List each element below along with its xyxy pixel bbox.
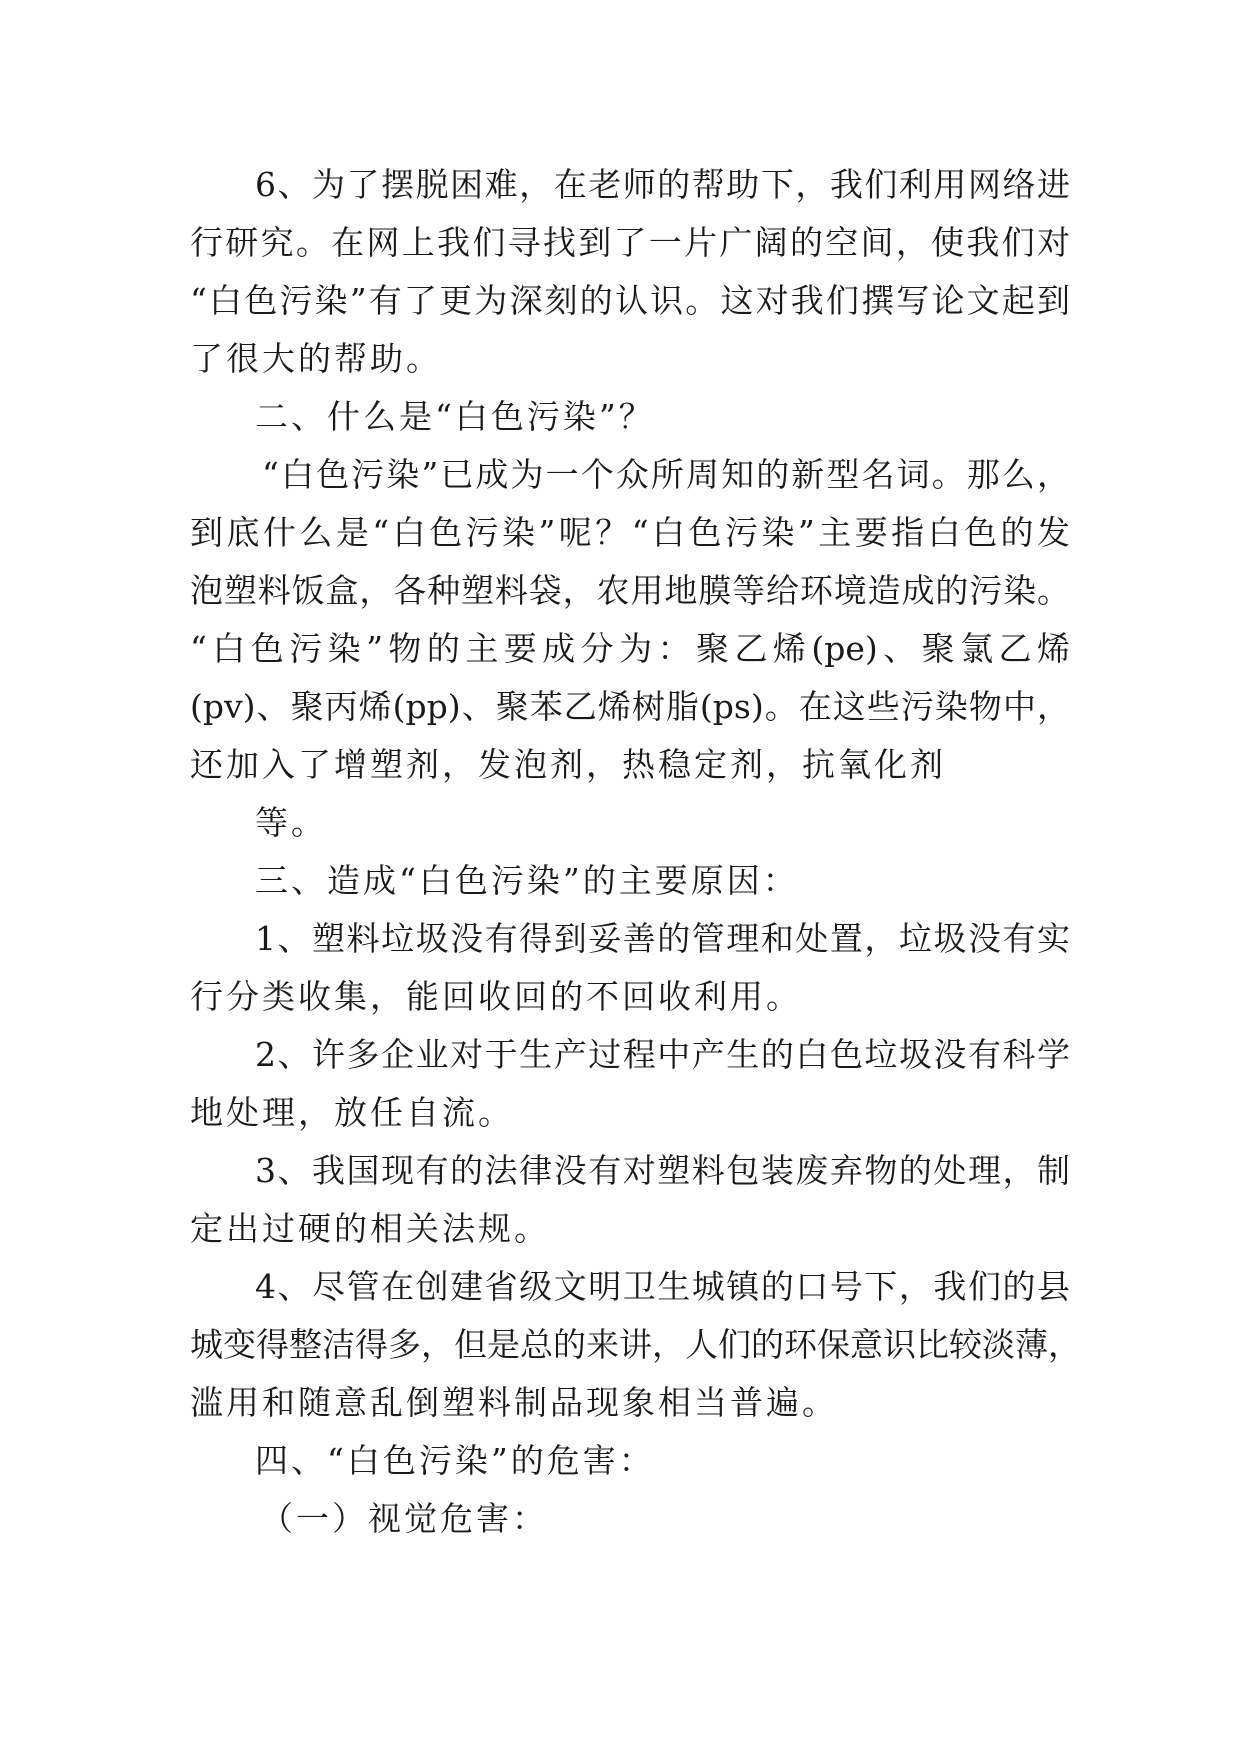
paragraph-line: “白色污染”物的主要成分为：聚乙烯(pe)、聚氯乙烯	[190, 629, 1070, 668]
paragraph-line: 滥用和随意乱倒塑料制品现象相当普遍。	[190, 1383, 838, 1422]
section-heading: 三、造成“白色污染”的主要原因：	[255, 861, 799, 900]
paragraph-line: 6、为了摆脱困难，在老师的帮助下，我们利用网络进	[255, 165, 1070, 204]
paragraph-line: 4、尽管在创建省级文明卫生城镇的口号下，我们的县	[255, 1267, 1070, 1306]
paragraph-line: 1、塑料垃圾没有得到妥善的管理和处置，垃圾没有实	[255, 919, 1070, 958]
paragraph-line: 到底什么是“白色污染”呢？“白色污染”主要指白色的发	[190, 513, 1070, 552]
paragraph-line: “白色污染”已成为一个众所周知的新型名词。那么，	[262, 455, 1070, 494]
subsection-heading: （一）视觉危害：	[260, 1499, 548, 1538]
paragraph-line: 行分类收集，能回收回的不回收利用。	[190, 977, 802, 1016]
paragraph-line: 泡塑料饭盒，各种塑料袋，农用地膜等给环境造成的污染。	[190, 571, 1070, 610]
paragraph-line: 行研究。在网上我们寻找到了一片广阔的空间，使我们对	[190, 223, 1070, 262]
paragraph-line: 3、我国现有的法律没有对塑料包装废弃物的处理，制	[255, 1151, 1070, 1190]
paragraph-line: 地处理，放任自流。	[190, 1093, 514, 1132]
section-heading: 四、“白色污染”的危害：	[255, 1441, 655, 1480]
section-heading: 二、什么是“白色污染”？	[255, 397, 655, 436]
paragraph-line: 还加入了增塑剂，发泡剂，热稳定剂，抗氧化剂	[190, 745, 946, 784]
paragraph-line: 了很大的帮助。	[190, 339, 442, 378]
paragraph-line: 城变得整洁得多，但是总的来讲，人们的环保意识比较淡薄，	[190, 1325, 1081, 1364]
paragraph-line: 2、许多企业对于生产过程中产生的白色垃圾没有科学	[255, 1035, 1070, 1074]
paragraph-line: 定出过硬的相关法规。	[190, 1209, 550, 1248]
paragraph-line: 等。	[255, 803, 327, 842]
paragraph-line: (pv)、聚丙烯(pp)、聚苯乙烯树脂(ps)。在这些污染物中，	[190, 687, 1070, 726]
paragraph-line: “白色污染”有了更为深刻的认识。这对我们撰写论文起到	[190, 281, 1070, 320]
